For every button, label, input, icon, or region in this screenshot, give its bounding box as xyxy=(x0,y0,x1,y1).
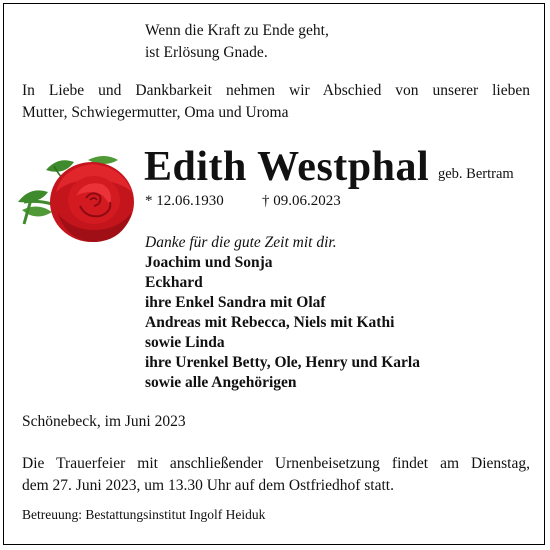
place-date: Schönebeck, im Juni 2023 xyxy=(22,413,186,430)
mourner-line: ihre Enkel Sandra mit Olaf xyxy=(145,294,326,311)
mourner-line: sowie alle Angehörigen xyxy=(145,374,297,391)
red-rose-image xyxy=(18,152,140,247)
mourners-list xyxy=(145,253,420,393)
quote-line-2: ist Erlösung Gnade. xyxy=(145,44,268,61)
maiden-name: geb. Bertram xyxy=(438,166,514,182)
mourner-line: Eckhard xyxy=(145,274,203,291)
mourner-line: sowie Linda xyxy=(145,334,225,351)
mourner-line: ihre Urenkel Betty, Ole, Henry und Karla xyxy=(145,354,420,371)
quote-line-1: Wenn die Kraft zu Ende geht, xyxy=(145,22,329,39)
opening-quote xyxy=(145,20,329,64)
funeral-notice xyxy=(22,453,530,497)
deceased-name: Edith Westphal xyxy=(144,144,430,190)
undertaker-credit: Betreuung: Bestattungsinstitut Ingolf Heiduk xyxy=(22,507,266,522)
intro-line-1: In Liebe und Dankbarkeit nehmen wir Abschied von unserer lieben xyxy=(22,82,530,99)
birth-date: * 12.06.1930 xyxy=(145,193,224,209)
intro-text xyxy=(22,80,530,124)
mourner-line: Andreas mit Rebecca, Niels mit Kathi xyxy=(145,314,395,331)
thanks-line: Danke für die gute Zeit mit dir. xyxy=(145,234,337,251)
intro-line-2: Mutter, Schwiegermutter, Oma und Uroma xyxy=(22,104,289,121)
notice-line-2: dem 27. Juni 2023, um 13.30 Uhr auf dem Ostfriedhof statt. xyxy=(22,477,394,494)
death-date: † 09.06.2023 xyxy=(262,193,341,209)
notice-line-1: Die Trauerfeier mit anschließender Urnenbeisetzung findet am Dienstag, xyxy=(22,455,530,472)
mourner-line: Joachim und Sonja xyxy=(145,254,273,271)
